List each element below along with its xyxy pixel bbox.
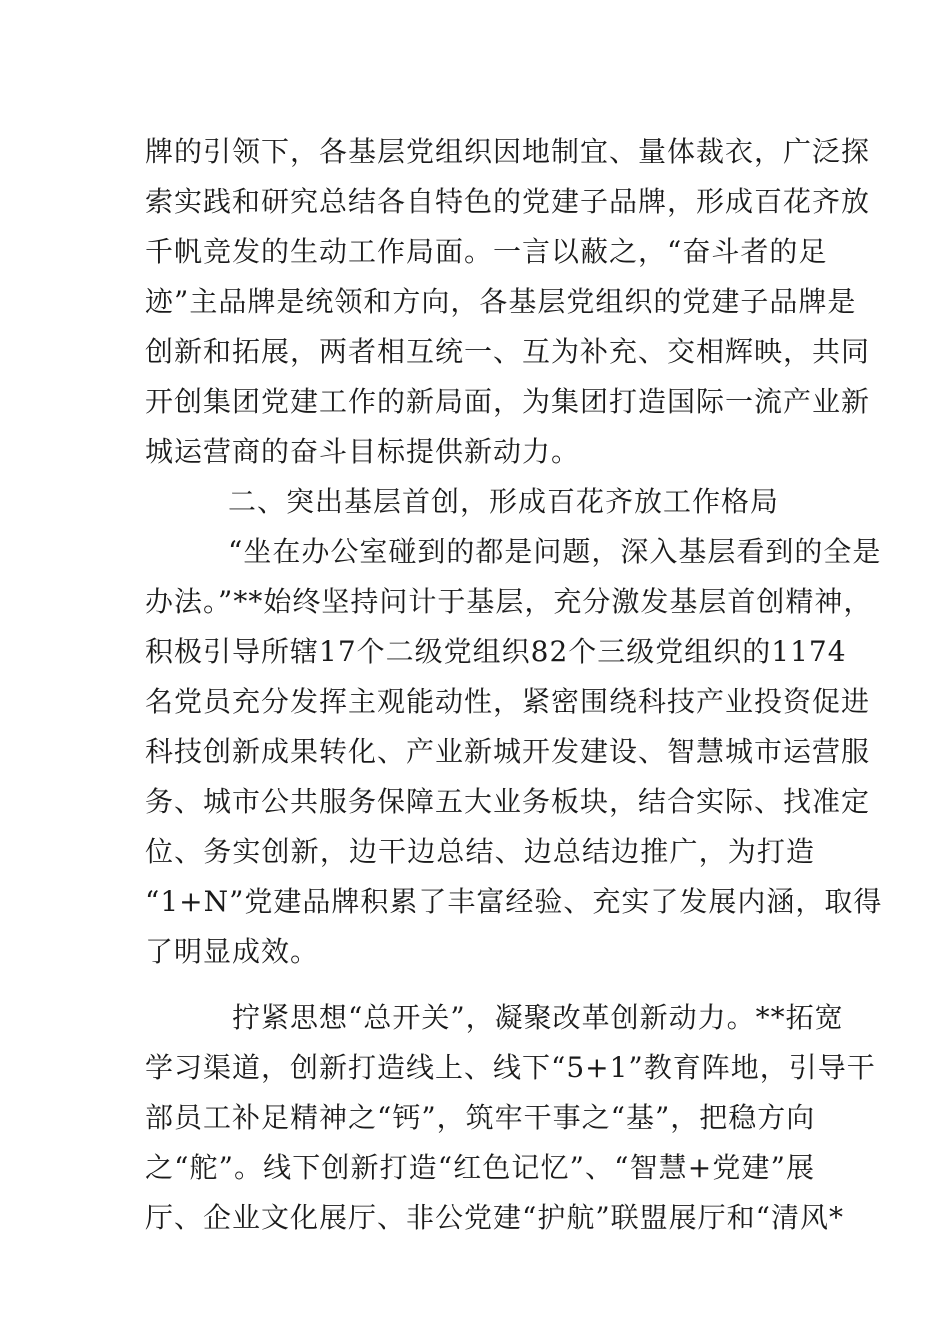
text-line: 拧紧思想“总开关”，凝聚改革创新动力。**拓宽 [232, 1001, 844, 1034]
text-line: “1+N”党建品牌积累了丰富经验、充实了发展内涵，取得 [145, 885, 883, 918]
text-line: 了明显成效。 [145, 935, 320, 968]
text-line: 创新和拓展，两者相互统一、互为补充、交相辉映，共同 [145, 335, 871, 368]
text-line: 城运营商的奋斗目标提供新动力。 [145, 435, 581, 468]
text-line: 学习渠道，创新打造线上、线下“5+1”教育阵地，引导干 [145, 1051, 876, 1084]
text-line: 位、务实创新，边干边总结、边总结边推广，为打造 [145, 835, 815, 868]
text-line: 办法。”**始终坚持问计于基层，充分激发基层首创精神， [145, 585, 873, 618]
text-line: 牌的引领下，各基层党组织因地制宜、量体裁衣，广泛探 [145, 135, 871, 168]
text-line: 科技创新成果转化、产业新城开发建设、智慧城市运营服 [145, 735, 871, 768]
text-line: 索实践和研究总结各自特色的党建子品牌，形成百花齐放 [145, 185, 871, 218]
text-line: 开创集团党建工作的新局面，为集团打造国际一流产业新 [145, 385, 871, 418]
text-line: 名党员充分发挥主观能动性，紧密围绕科技产业投资促进 [145, 685, 871, 718]
text-line: 之“舵”。线下创新打造“红色记忆”、“智慧+党建”展 [145, 1151, 815, 1184]
section-heading: 二、突出基层首创，形成百花齐放工作格局 [228, 485, 780, 518]
text-line: “坐在办公室碰到的都是问题，深入基层看到的全是 [228, 535, 882, 568]
text-line: 厅、企业文化展厅、非公党建“护航”联盟展厅和“清风* [145, 1201, 844, 1234]
text-line: 部员工补足精神之“钙”，筑牢干事之“基”，把稳方向 [145, 1101, 816, 1134]
text-line: 迹”主品牌是统领和方向，各基层党组织的党建子品牌是 [145, 285, 857, 318]
text-line: 千帆竞发的生动工作局面。一言以蔽之，“奋斗者的足 [145, 235, 828, 268]
text-line: 务、城市公共服务保障五大业务板块，结合实际、找准定 [145, 785, 871, 818]
text-line: 积极引导所辖17个二级党组织82个三级党组织的1174 [145, 635, 847, 668]
